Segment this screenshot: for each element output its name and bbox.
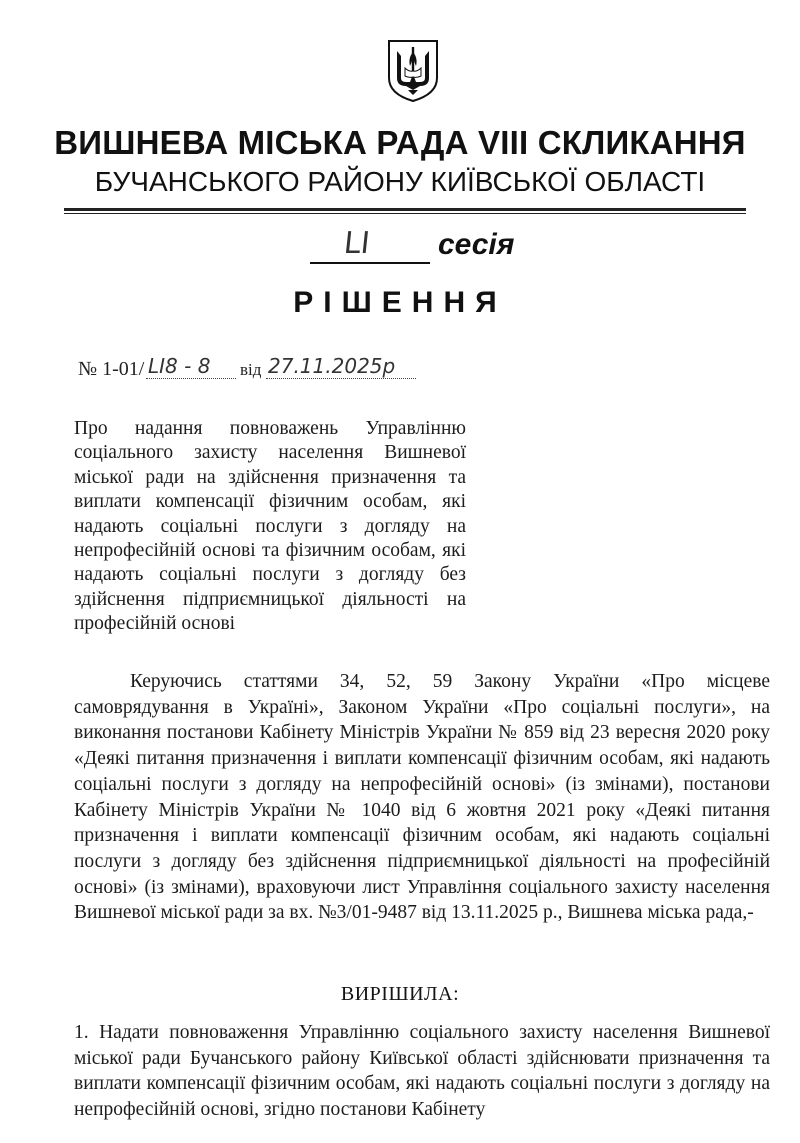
decision-number-handwritten: LI8 - 8 xyxy=(148,354,211,378)
resolved-heading: ВИРІШИЛА: xyxy=(340,983,460,1005)
from-label: від xyxy=(240,360,262,379)
council-title: ВИШНЕВА МІСЬКА РАДА VIII СКЛИКАННЯ xyxy=(54,124,746,161)
decision-item-text: 1. Надати повноваження Управлінню соціального захисту населення Вишневої міської ради Бучанського району Київської області здійснювати призначення та виплати компенсації фізичним особам, які надають соціальні послуги з догляду на непрофесійній основі, згідно постанови Кабінету xyxy=(74,1022,770,1121)
session-line xyxy=(310,226,570,268)
preamble-paragraph xyxy=(74,669,770,926)
header-divider xyxy=(64,208,746,211)
date-dotted-line xyxy=(266,378,416,379)
session-number-handwritten: LI xyxy=(342,226,372,261)
decision-number-prefix: № 1-01/ xyxy=(78,358,145,380)
decision-subject-text: Про надання повноважень Управлінню соціального захисту населення Вишневої міської ради на здійснення призначення та виплати компенсації фізичним особам, які надають соціальні послуги з догляду на непрофесійній основі та фізичним особам, які надають соціальні послуги з догляду без здійснення підприємницької діяльності на професійній основі xyxy=(74,418,466,635)
number-dotted-line xyxy=(146,378,236,379)
decision-subject xyxy=(74,417,466,637)
coat-of-arms-icon xyxy=(386,38,440,104)
decision-item-1 xyxy=(74,1020,770,1123)
decision-date-handwritten: 27.11.2025р xyxy=(268,354,396,378)
council-subtitle: БУЧАНСЬКОГО РАЙОНУ КИЇВСЬКОЇ ОБЛАСТІ xyxy=(94,166,706,197)
session-label: сесія xyxy=(438,228,515,261)
header-divider-thin xyxy=(64,213,746,214)
preamble-text: Керуючись статтями 34, 52, 59 Закону України «Про місцеве самоврядування в Україні», Законом України «Про соціальні послуги», на виконання постанови Кабінету Міністрів України № 859 від 23 вересня 2020 року «Деякі питання призначення і виплати компенсації фізичним особам, які надають соціальні послуги з догляду на непрофесійній основі» (із змінами), постанови Кабінету Міністрів України № 1040 від 6 жовтня 2021 року «Деякі питання призначення і виплати компенсації фізичним особам, які надають соціальні послуги з догляду без здійснення підприємницької діяльності на професійній основі» (із змінами), враховуючи лист Управління соціального захисту населення Вишневої міської ради за вх. №3/01-9487 від 13.11.2025 р., Вишнева міська рада,- xyxy=(74,671,770,924)
document-type-heading: РІШЕННЯ xyxy=(293,286,507,319)
decision-number-line xyxy=(78,356,498,386)
